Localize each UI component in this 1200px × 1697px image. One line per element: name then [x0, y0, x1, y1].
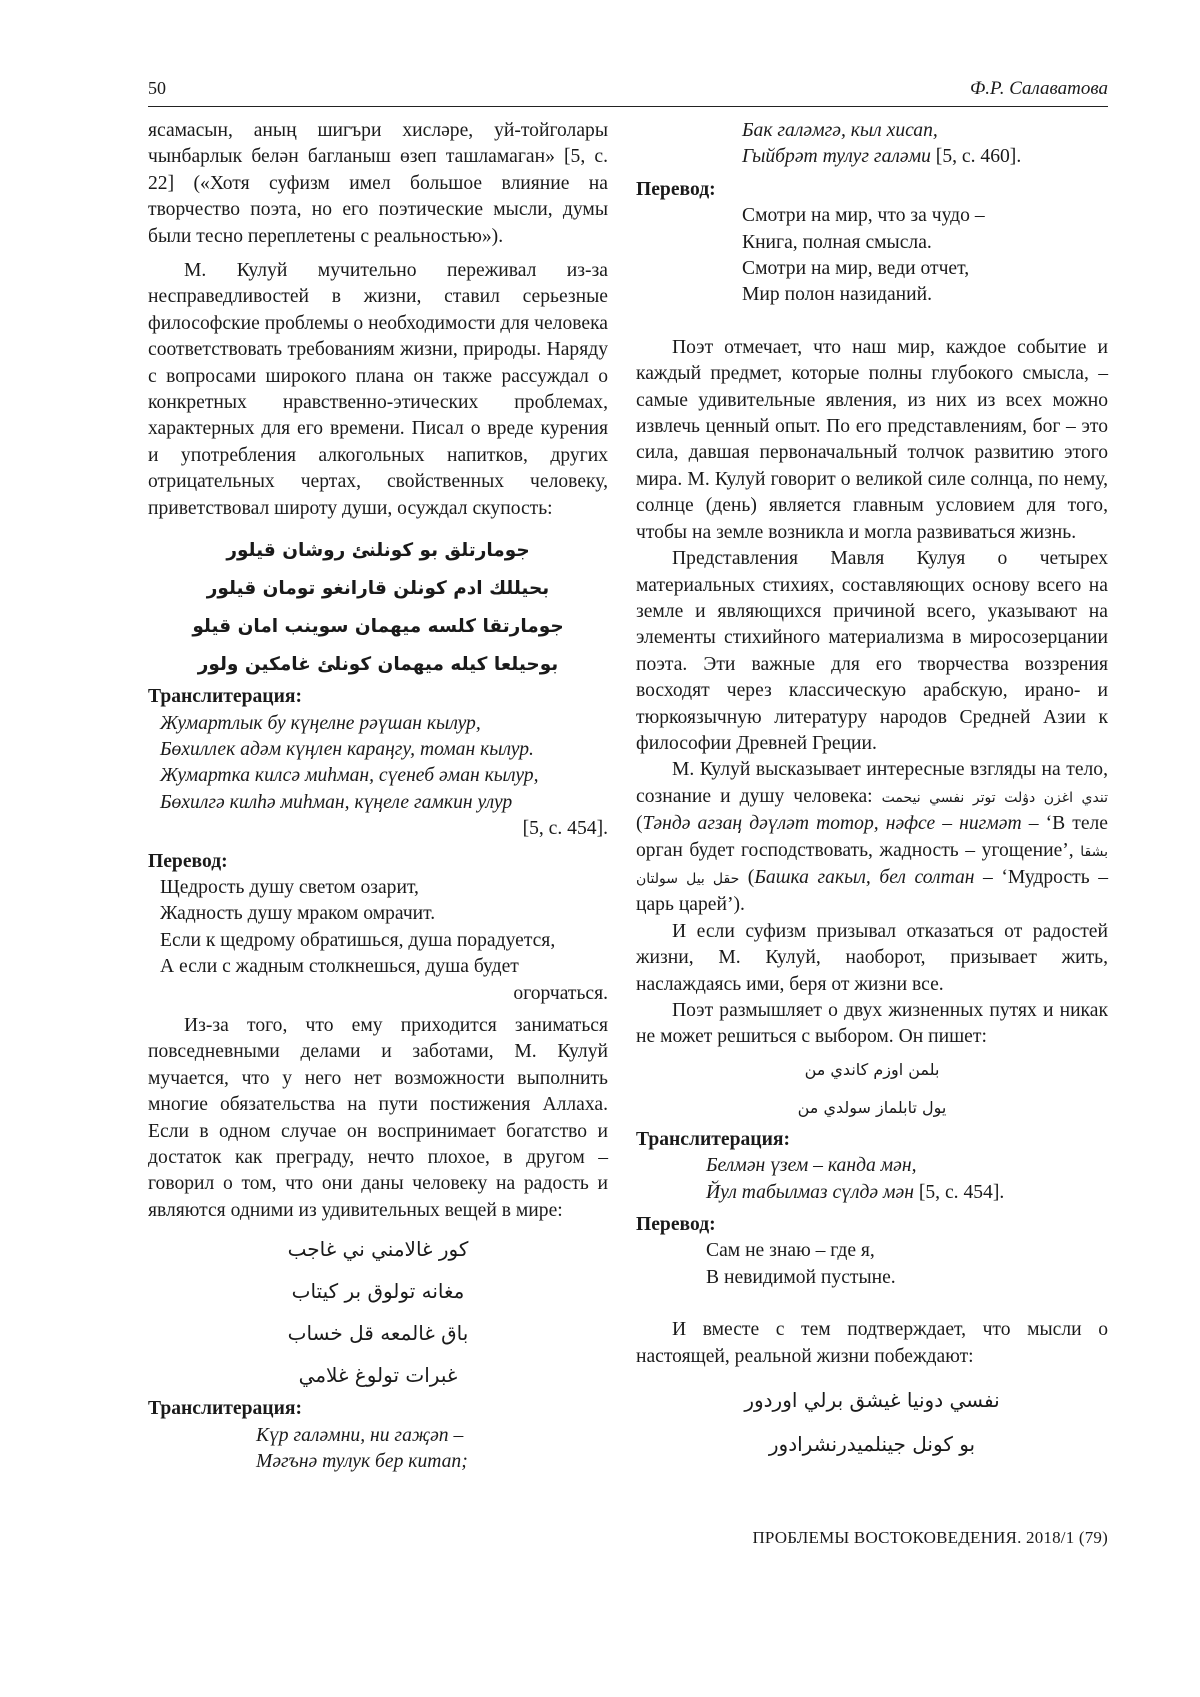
journal-footer: ПРОБЛЕМЫ ВОСТОКОВЕДЕНИЯ. 2018/1 (79): [752, 1528, 1108, 1547]
transliteration-text: Гыйбрәт тулуг галәми: [742, 146, 931, 168]
citation: [5, с. 460].: [930, 146, 1022, 168]
arabic-inline-quote: تندي اغزن دۋلت توتر نفسي نيحمت: [881, 789, 1108, 806]
translation-line: А если с жадным столкнешься, душа будет: [160, 956, 519, 978]
arabic-verse-line: يول تابلماز سولدي من: [797, 1097, 947, 1117]
section-label: Перевод:: [636, 1214, 716, 1236]
transliteration-line: Жумартлык бу күңелне рәүшан кылур,: [160, 712, 481, 734]
paragraph: ясамасын, аның шигъри хисләре, уй-тойголары чынбарлык белән багланыш өзеп ташламаган» [5, с. 22] («Хотя суфизм имел большое влияние на творчество поэта, но его поэтические мысли, думы были тесно переплетены с реальностью»).: [148, 120, 608, 247]
arabic-verse-line: بو كونل جينلميدرنشرادور: [768, 1432, 976, 1457]
section-label: Перевод:: [148, 850, 228, 872]
transliteration-inline: Тәндә агзаң дәүләт тотор, нәфсе – нигмәт: [642, 813, 1022, 835]
transliteration-line: Бак галәмгә, кыл хисап,: [742, 120, 938, 141]
translation-line: В невидимой пустыне.: [706, 1266, 896, 1288]
translation-line: Сам не знаю – где я,: [706, 1240, 875, 1262]
transliteration-line: Жумартка килсә миһман, сүенеб әман кылур,: [160, 765, 539, 787]
arabic-verse-line: بوحيلعا كيله ميهمان كونلئ غامكين ولور: [197, 654, 559, 676]
section-label: Перевод:: [636, 178, 716, 200]
arabic-verse-line: بحيللك ادم كونلن قارانغو تومان قيلور: [206, 578, 550, 600]
transliteration-line: [636, 144, 1108, 170]
paragraph: И вместе с тем подтверждает, что мысли о настоящей, реальной жизни побеждают:: [636, 1319, 1108, 1367]
arabic-verse-line: باق غالمعه قل خساب: [287, 1321, 469, 1346]
page-number: 50: [148, 78, 166, 98]
paragraph-text: М. Кулуй высказывает интересные взгляды на тело, сознание и душу человека:: [636, 759, 1108, 807]
header-rule: [148, 106, 1108, 107]
citation: [5, с. 454].: [913, 1181, 1005, 1203]
paragraph-text: (: [739, 866, 755, 888]
arabic-inline-quote: بشقا حقل بيل سولتان: [636, 843, 1108, 887]
section-label: Транслитерация:: [148, 686, 303, 708]
transliteration-line: Мәгънә тулук бер китап;: [256, 1451, 468, 1473]
transliteration-inline: Башка гакыл, бел солтан: [754, 866, 975, 888]
transliteration-text: Йул табылмаз сүлдә мән: [706, 1181, 914, 1203]
paragraph-text: – ‘В теле орган будет господствовать, жадность – угощение’,: [636, 813, 1108, 861]
paragraph: Из-за того, что ему приходится заниматься повседневными делами и заботами, М. Кулуй мучается, что у него нет возможности выполнить многие обязательства на пути постижения Аллаха. Если в одном случае он воспринимает богатство и достаток как преграду, нечто плохое, в другом – говорил о том, что они даны человеку на радость и являются одними из удивительных вещей в мире:: [148, 1014, 608, 1221]
paragraph: [636, 757, 1108, 918]
arabic-verse-line: نفسي دونيا غيشق برلي اوردور: [744, 1388, 1000, 1413]
citation: [5, с. 454].: [522, 818, 608, 840]
translation-line: Жадность душу мраком омрачит.: [160, 903, 436, 925]
transliteration-line: Күр галәмни, ни гаҗәп –: [256, 1424, 464, 1446]
translation-line: Смотри на мир, веди отчет,: [742, 258, 970, 280]
paragraph: И если суфизм призывал отказаться от радостей жизни, М. Кулуй, наоборот, призывает жить, наслаждаясь ими, беря от жизни все.: [636, 920, 1108, 995]
arabic-verse-line: مغانه تولوق بر كيتاب: [291, 1279, 465, 1304]
translation-line: Если к щедрому обратишься, душа порадуется,: [160, 929, 556, 951]
translation-line: Смотри на мир, что за чудо –: [742, 205, 985, 227]
arabic-verse-line: غبرات تولوغ غلامي: [298, 1363, 458, 1388]
left-column: [148, 118, 608, 1475]
arabic-verse-line: جومارتقا كلسه ميهمان سوينب امان قيلو: [192, 616, 564, 638]
arabic-verse-line: بلمن اوزم كاندي من: [804, 1059, 940, 1079]
paragraph: Поэт отмечает, что наш мир, каждое событие и каждый предмет, которые полны глубокого смысла, – самые удивительные явления, из них из всех можно извлечь ценный опыт. По его представлениям, бог – это сила, давшая первоначальный толчок развитию этого мира. М. Кулуй говорит о великой силе солнца, по нему, солнце (день) является главным условием для того, чтобы на земле возникла и могла развиваться жизнь.: [636, 336, 1108, 543]
translation-line: огорчаться.: [513, 982, 608, 1004]
translation-line: Щедрость душу светом озарит,: [160, 876, 419, 898]
paragraph: М. Кулуй мучительно переживал из-за несправедливостей в жизни, ставил серьезные философские проблемы о необходимости для человека соответствовать требованиям жизни, природы. Наряду с вопросами широкого плана он также рассуждал о конкретных нравственно-этических проблемах, характерных для его времени. Писал о вреде курения и употребления алкогольных напитков, других отрицательных чертах, свойственных человеку, приветствовал широту души, осуждал скупость:: [148, 260, 608, 519]
paragraph-text: – ‘Мудрость – царь царей’).: [636, 866, 1108, 916]
transliteration-line: Бөхиллек адәм күңлен караңгу, томан кылур.: [160, 738, 534, 760]
section-label: Транслитерация:: [148, 1398, 303, 1420]
transliteration-line: Белмән үзем – канда мән,: [706, 1155, 917, 1177]
translation-line: Мир полон назиданий.: [742, 284, 933, 306]
paragraph: Поэт размышляет о двух жизненных путях и никак не может решиться с выбором. Он пишет:: [636, 1000, 1108, 1048]
section-label: Транслитерация:: [636, 1128, 791, 1150]
arabic-verse-line: كور غالامني ني غاجب: [287, 1237, 469, 1262]
paragraph-text: (: [636, 813, 643, 835]
transliteration-line: Бөхилгә килһә миһман, күңеле гамкин улур: [160, 791, 513, 813]
right-column: [636, 118, 1108, 1466]
transliteration-line: [636, 1180, 1108, 1206]
arabic-verse-line: جومارتلق بو كونلنئ روشان قيلور: [226, 540, 530, 562]
running-head-author: Ф.Р. Салаватова: [969, 78, 1108, 99]
translation-line: Книга, полная смысла.: [742, 231, 932, 253]
paragraph: Представления Мавля Кулуя о четырех материальных стихиях, составляющих основу всего на земле и являющихся причиной всего, указывают на элементы стихийного материализма в миросозерцании поэта. Эти важные для его творчества воззрения восходят через классическую арабскую, ирано- и тюркоязычную литературу народов Средней Азии к философии Древней Греции.: [636, 548, 1108, 754]
